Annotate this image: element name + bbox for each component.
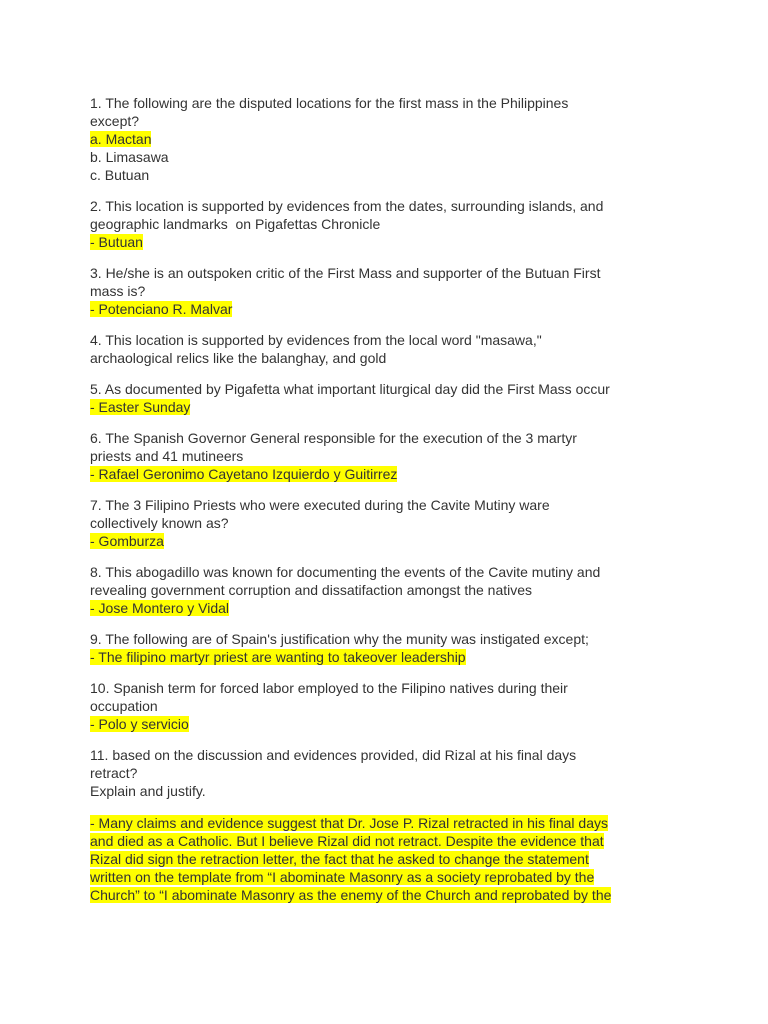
answer-line [90, 832, 690, 850]
question-text: 10. Spanish term for forced labor employed to the Filipino natives during their [90, 680, 568, 696]
question-8 [90, 563, 690, 617]
question-text: except? [90, 113, 140, 129]
question-text: 9. The following are of Spain's justification why the munity was instigated except; [90, 631, 589, 647]
essay-answer [90, 814, 690, 904]
answer-text: - The filipino martyr priest are wanting to takeover leadership [90, 649, 466, 665]
answer-text: and died as a Catholic. But I believe Rizal did not retract. Despite the evidence that [90, 833, 604, 849]
question-11 [90, 746, 690, 904]
question-1 [90, 94, 690, 184]
question-text: geographic landmarks on Pigafettas Chronicle [90, 216, 381, 232]
answer-text: - Rafael Geronimo Cayetano Izquierdo y Guitirrez [90, 466, 398, 482]
question-5 [90, 380, 690, 416]
question-text: occupation [90, 698, 158, 714]
option-c: c. Butuan [90, 167, 150, 183]
option-a: a. Mactan [90, 131, 152, 147]
answer-text: - Polo y servicio [90, 716, 189, 732]
answer-highlight [90, 648, 690, 666]
question-text: Explain and justify. [90, 783, 206, 799]
question-text: 5. As documented by Pigafetta what important liturgical day did the First Mass occur [90, 381, 610, 397]
answer-text: written on the template from “I abominate Masonry as a society reprobated by the [90, 869, 595, 885]
answer-highlight [90, 233, 690, 251]
answer-text: - Easter Sunday [90, 399, 191, 415]
question-text: mass is? [90, 283, 146, 299]
answer-highlight [90, 300, 690, 318]
answer-highlight [90, 465, 690, 483]
question-6 [90, 429, 690, 483]
answer-line [90, 886, 690, 904]
answer-highlight [90, 130, 690, 148]
question-4 [90, 331, 690, 367]
question-text: 6. The Spanish Governor General responsible for the execution of the 3 martyr [90, 430, 577, 446]
answer-text: - Butuan [90, 234, 143, 250]
question-text: 8. This abogadillo was known for documenting the events of the Cavite mutiny and [90, 564, 601, 580]
question-text: revealing government corruption and dissatifaction amongst the natives [90, 582, 533, 598]
question-text: 4. This location is supported by evidences from the local word "masawa," [90, 332, 542, 348]
question-text: retract? [90, 765, 138, 781]
answer-line [90, 814, 690, 832]
question-text: priests and 41 mutineers [90, 448, 244, 464]
question-text: collectively known as? [90, 515, 229, 531]
answer-text: - Potenciano R. Malvar [90, 301, 233, 317]
option-b: b. Limasawa [90, 149, 169, 165]
answer-highlight [90, 599, 690, 617]
answer-text: - Many claims and evidence suggest that Dr. Jose P. Rizal retracted in his final days [90, 815, 608, 831]
answer-line [90, 868, 690, 886]
question-3 [90, 264, 690, 318]
answer-text: Rizal did sign the retraction letter, the fact that he asked to change the statement [90, 851, 589, 867]
question-text: 7. The 3 Filipino Priests who were executed during the Cavite Mutiny ware [90, 497, 550, 513]
question-7 [90, 496, 690, 550]
answer-text: - Gomburza [90, 533, 164, 549]
answer-text: Church” to “I abominate Masonry as the enemy of the Church and reprobated by the [90, 887, 612, 903]
answer-highlight [90, 398, 690, 416]
question-10 [90, 679, 690, 733]
question-2 [90, 197, 690, 251]
question-text: 2. This location is supported by evidences from the dates, surrounding islands, and [90, 198, 604, 214]
question-text: archaological relics like the balanghay, and gold [90, 350, 387, 366]
answer-highlight [90, 715, 690, 733]
question-9 [90, 630, 690, 666]
document-body [90, 94, 690, 917]
question-text: 3. He/she is an outspoken critic of the First Mass and supporter of the Butuan First [90, 265, 601, 281]
question-text: 11. based on the discussion and evidences provided, did Rizal at his final days [90, 747, 577, 763]
answer-highlight [90, 532, 690, 550]
answer-text: - Jose Montero y Vidal [90, 600, 230, 616]
question-text: 1. The following are the disputed locations for the first mass in the Philippines [90, 95, 569, 111]
answer-line [90, 850, 690, 868]
